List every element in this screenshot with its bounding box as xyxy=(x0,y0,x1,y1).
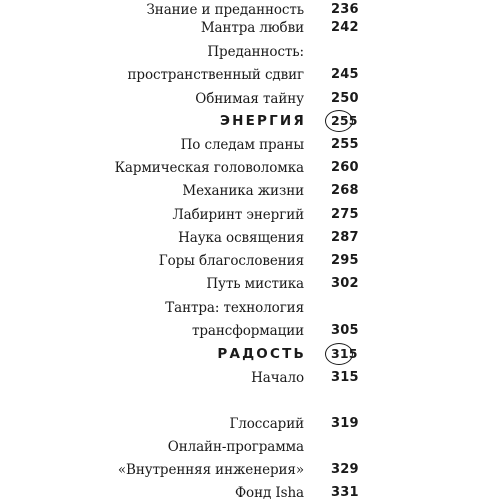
toc-entry-page: 331 xyxy=(331,485,359,500)
toc-entry-title: Механика жизни xyxy=(182,183,304,199)
toc-entry-title: Горы благословения xyxy=(158,253,304,269)
toc-entry-page: 242 xyxy=(331,20,359,35)
toc-entry-title: Путь мистика xyxy=(206,276,304,292)
toc-section-heading xyxy=(0,343,500,365)
toc-entry xyxy=(0,227,500,249)
section-title: РАДОСТЬ xyxy=(217,346,306,362)
toc-entry-title: «Внутренняя инженерия» xyxy=(117,462,304,478)
toc-entry-title: Мантра любви xyxy=(200,20,304,36)
toc-entry-title: Преданность: xyxy=(207,44,304,60)
toc-entry-page: 255 xyxy=(331,137,359,152)
toc-entry xyxy=(0,436,500,458)
toc-entry-title: Тантра: технология xyxy=(165,300,304,316)
toc-entry-title: По следам праны xyxy=(180,137,304,153)
toc-entry-page: 260 xyxy=(331,160,359,175)
toc-entry-title: Знание и преданность xyxy=(146,2,304,18)
toc-entry xyxy=(0,413,500,435)
toc-entry xyxy=(0,204,500,226)
toc-entry xyxy=(0,180,500,202)
toc-entry-page: 275 xyxy=(331,207,359,222)
toc-entry xyxy=(0,367,500,389)
toc-entry xyxy=(0,273,500,295)
toc-entry-page: 245 xyxy=(331,67,359,82)
toc-entry-title: Онлайн-программа xyxy=(167,439,304,455)
toc-entry-title: Фонд Isha xyxy=(234,485,304,501)
toc-entry-title: Наука освящения xyxy=(178,230,304,246)
toc-entry xyxy=(0,41,500,63)
toc-entry-page: 319 xyxy=(331,416,359,431)
toc-entry-page: 302 xyxy=(331,276,359,291)
toc-entry xyxy=(0,64,500,86)
toc-entry-page: 250 xyxy=(331,91,359,106)
toc-entry xyxy=(0,88,500,110)
toc-entry xyxy=(0,459,500,481)
toc-entry-page: 268 xyxy=(331,183,359,198)
toc-entry-title: Глоссарий xyxy=(229,416,304,432)
toc-entry xyxy=(0,134,500,156)
toc-entry-title: Начало xyxy=(251,370,304,386)
toc-entry-title: трансформации xyxy=(192,323,304,339)
toc-entry-title: Кармическая головоломка xyxy=(114,160,304,176)
toc-entry-page: 305 xyxy=(331,323,359,338)
toc-entry xyxy=(0,297,500,319)
toc-entry xyxy=(0,17,500,39)
toc-entry-page: 236 xyxy=(331,2,359,17)
section-title: ЭНЕРГИЯ xyxy=(219,113,306,129)
section-page: 315 xyxy=(331,346,358,361)
toc-entry-title: Обнимая тайну xyxy=(195,91,304,107)
toc-entry-page: 295 xyxy=(331,253,359,268)
toc-entry-page: 287 xyxy=(331,230,359,245)
toc-section-heading xyxy=(0,110,500,132)
section-page: 255 xyxy=(331,113,358,128)
toc-entry xyxy=(0,320,500,342)
toc-entry-title: Лабиринт энергий xyxy=(172,207,304,223)
toc-entry-title: пространственный сдвиг xyxy=(127,67,304,83)
toc-entry-page: 329 xyxy=(331,462,359,477)
toc-entry xyxy=(0,482,500,504)
toc-entry xyxy=(0,157,500,179)
toc-entry xyxy=(0,250,500,272)
toc-entry-page: 315 xyxy=(331,370,359,385)
